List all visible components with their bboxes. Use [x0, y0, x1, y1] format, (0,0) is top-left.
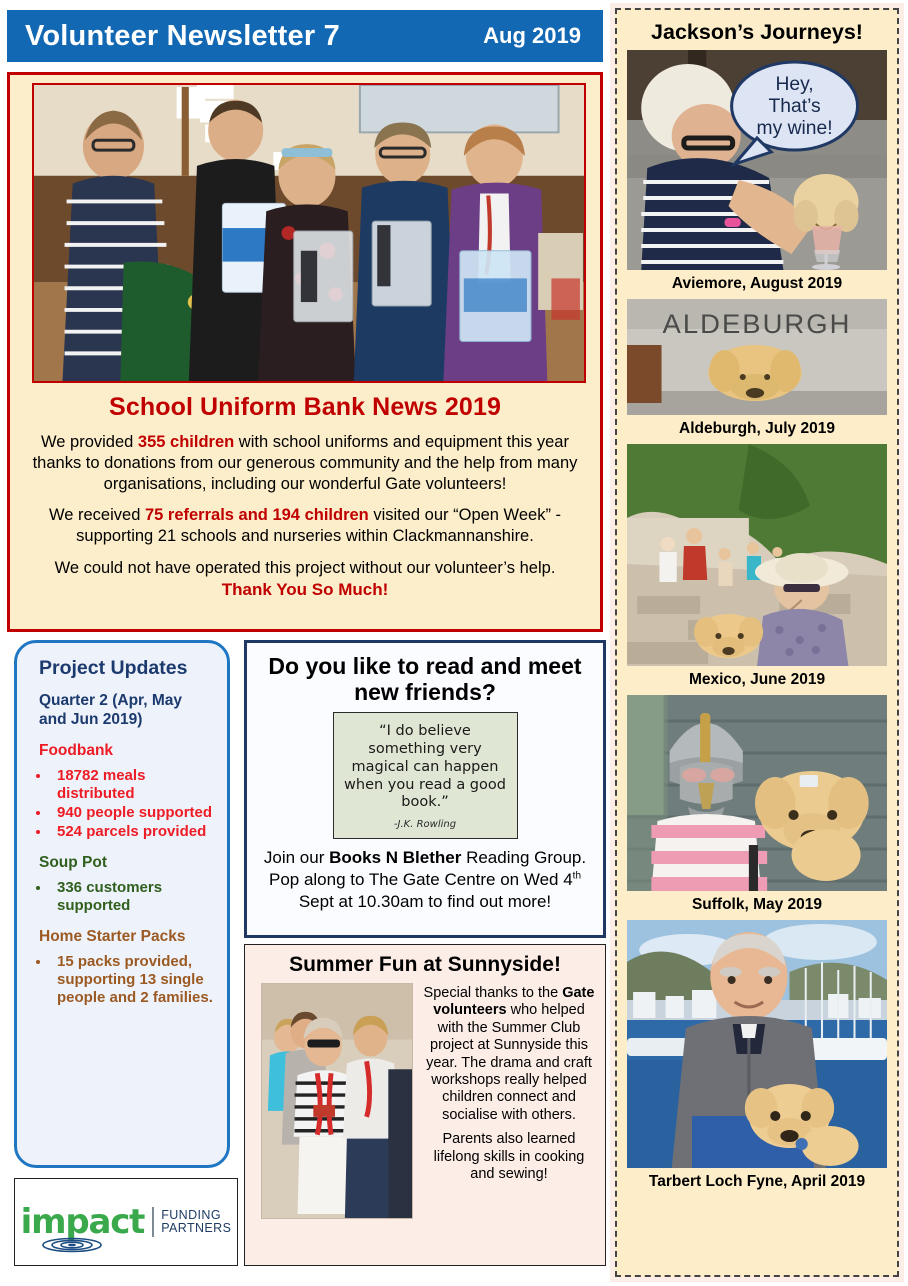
updates-quarter: Quarter 2 (Apr, May and Jun 2019)	[39, 692, 182, 729]
summer-fun-title: Summer Fun at Sunnyside!	[289, 953, 561, 976]
newsletter-header	[7, 10, 603, 62]
feature-p1-part-a: We provided	[41, 433, 138, 451]
quote-card	[333, 712, 518, 838]
updates-section-heading-home-starter-packs: Home Starter Packs	[39, 928, 186, 946]
sidebar-title: Jackson’s Journeys!	[651, 20, 863, 44]
reading-body-ordinal: th	[572, 870, 582, 882]
summer-paragraph-2: Parents also learned lifelong skills in cooking and sewing!	[433, 1131, 585, 1182]
list-item: • 18782 meals distributed	[51, 767, 221, 803]
page-title: Volunteer Newsletter 7	[25, 19, 340, 52]
mexico-photo-art	[627, 444, 887, 666]
feature-thanks-line: Thank You So Much!	[221, 579, 389, 599]
sidebar-caption-aviemore: Aviemore, August 2019	[671, 275, 843, 292]
updates-list-home-starter-packs	[51, 953, 221, 1007]
list-item: • 336 customers supported	[51, 879, 221, 915]
sidebar-caption-aldeburgh: Aldeburgh, July 2019	[679, 420, 835, 437]
reading-body-part-a: Join our	[263, 847, 330, 867]
summer-p1-bold: Gate volunteers	[433, 985, 595, 1019]
feature-p1-highlight: 355 children	[137, 433, 235, 451]
updates-list-foodbank	[51, 767, 221, 841]
aviemore-photo-art	[627, 50, 887, 270]
feature-p1-part-b: with school uniforms and equipment this year thanks to donations from our generous community and the help from many organisations, including our wonderful Gate volunteers!	[32, 433, 578, 494]
jacksons-journeys-sidebar	[610, 3, 904, 1282]
issue-date: Aug 2019	[483, 23, 581, 48]
feature-article	[7, 72, 603, 632]
feature-photo	[32, 83, 586, 383]
updates-title: Project Updates	[39, 657, 188, 679]
updates-list-soup-pot	[51, 879, 221, 915]
feature-p2-highlight: 75 referrals and 194 children	[144, 506, 369, 525]
feature-paragraph-1	[30, 432, 580, 495]
logo-line-2: PARTNERS	[161, 1221, 232, 1235]
feature-p2-part-b: visited our “Open Week” - supporting 21 schools and nurseries within Clackmannanshire.	[76, 506, 562, 546]
suffolk-photo-art	[627, 695, 887, 891]
list-item: • 940 people supported	[51, 804, 221, 822]
reading-group-panel	[244, 640, 606, 938]
tarbert-loch-fyne-photo-art	[627, 920, 887, 1168]
sidebar-photo-mexico	[627, 444, 887, 666]
sidebar-photo-tarbert	[627, 920, 887, 1168]
sidebar-caption-suffolk: Suffolk, May 2019	[691, 896, 823, 913]
sidebar-photo-aviemore	[627, 50, 887, 270]
aldeburgh-photo-art	[627, 299, 887, 415]
quote-author: -J.K. Rowling	[393, 818, 457, 830]
svg-text:ALDEBURGH: ALDEBURGH	[662, 308, 852, 339]
project-updates-panel	[14, 640, 230, 1168]
sidebar-photo-suffolk	[627, 695, 887, 891]
svg-text:Hey,: Hey,	[775, 74, 814, 95]
volunteers-group-photo-art	[34, 85, 584, 381]
updates-section-heading-soup-pot: Soup Pot	[39, 854, 108, 872]
sidebar-photo-aldeburgh	[627, 299, 887, 415]
ripple-icon	[41, 1237, 103, 1253]
quote-text: “I do believe something very magical can happen when you read a good book.”	[344, 723, 506, 811]
summer-fun-photo	[261, 983, 413, 1219]
reading-body-part-c: Sept at 10.30am to find out more!	[298, 892, 552, 912]
logo-divider	[152, 1207, 154, 1237]
summer-p1-part-b: who helped with the Summer Club project at Sunnyside this year. The drama and craft workshops really helped children connect and socialise with others.	[426, 1002, 592, 1123]
list-item: • 15 packs provided, supporting 13 single people and 2 families.	[51, 953, 221, 1007]
list-item: • 524 parcels provided	[51, 823, 221, 841]
reading-group-body	[261, 847, 589, 913]
sidebar-caption-mexico: Mexico, June 2019	[688, 671, 826, 688]
feature-title: School Uniform Bank News 2019	[109, 393, 501, 421]
summer-club-photo-art	[262, 984, 412, 1218]
reading-body-part-b: Reading Group. Pop along to The Gate Centre on Wed 4	[268, 847, 587, 889]
reading-group-name: Books N Blether	[329, 847, 462, 867]
summer-p1-part-a: Special thanks to the	[423, 985, 563, 1001]
feature-paragraph-3: We could not have operated this project without our volunteer’s help.	[54, 558, 556, 577]
feature-p2-part-a: We received	[48, 506, 145, 525]
summer-paragraph-1	[421, 985, 597, 1124]
summer-fun-panel	[244, 944, 606, 1266]
impact-funding-partners-logo	[14, 1178, 238, 1266]
logo-wordmark: impact	[20, 1201, 145, 1242]
svg-text:That’s: That’s	[768, 96, 821, 117]
feature-paragraph-2	[30, 505, 580, 547]
reading-group-title: Do you like to read and meet new friends?	[268, 653, 582, 706]
logo-line-1: FUNDING	[161, 1207, 221, 1222]
sidebar-caption-tarbert: Tarbert Loch Fyne, April 2019	[648, 1173, 866, 1190]
updates-section-heading-foodbank: Foodbank	[39, 742, 114, 760]
svg-text:my wine!: my wine!	[756, 118, 833, 139]
summer-fun-text	[421, 985, 597, 1219]
